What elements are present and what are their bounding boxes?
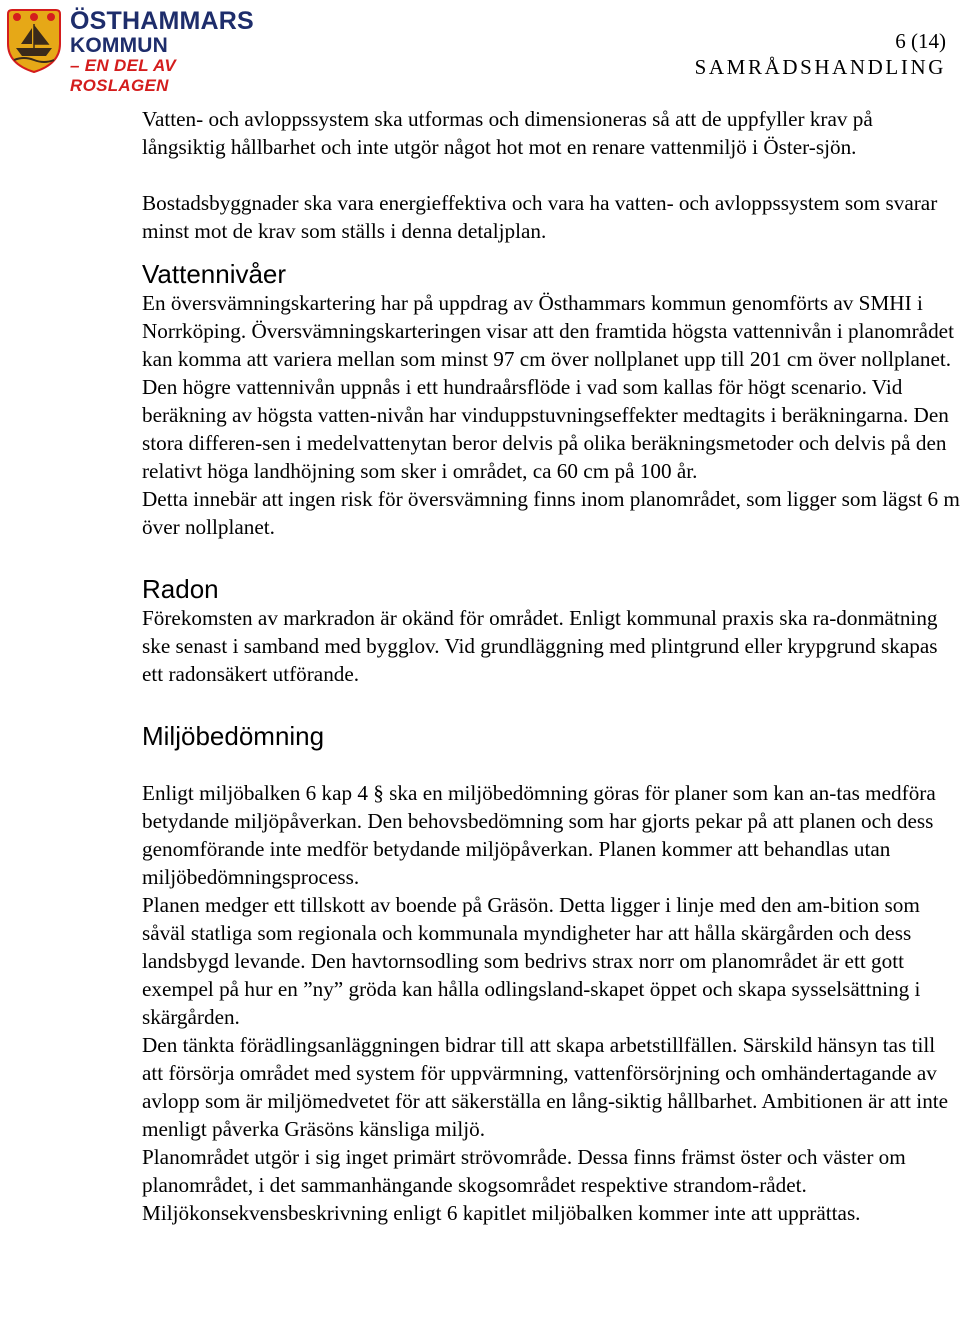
miljobedomning-paragraph-2: Planen medger ett tillskott av boende på Gräsön. Detta ligger i linje med den am-bition som såväl statliga som regionala och kommunala myndigheter har att hålla skärgården och dess landsbygd levande. Den havtornsodling som bedrivs strax norr om planområdet är ett gott exempel på hur en ”ny” gröda kan hålla odlingsland-skapet öppet och skapa sysselsättning i skärgården.: [142, 893, 921, 1029]
page-number: 6 (14): [895, 29, 946, 53]
miljobedomning-paragraph-4: Planområdet utgör i sig inget primärt strövområde. Dessa finns främst öster och väster om planområdet, i det sammanhängande skogsområdet respektive strandom-rådet. Miljökonsekvensbeskrivning enligt 6 kapitlet miljöbalken kommer inte att upprättas.: [142, 1145, 906, 1225]
miljobedomning-paragraph-1: Enligt miljöbalken 6 kap 4 § ska en miljöbedömning göras för planer som kan an-tas medföra betydande miljöpåverkan. Den behovsbedömning som har gjorts pekar på att planen och dess genomförande inte medför betydande miljöpåverkan. Planen kommer att behandlas utan miljöbedömningsprocess.: [142, 781, 936, 889]
vattennivaer-paragraph-1: En översvämningskartering har på uppdrag av Östhammars kommun genomförts av SMHI i Norrköping. Översvämningskarteringen visar att den framtida högsta vattennivån i planområdet kan komma att variera mellan som minst 97 cm över nollplanet upp till 201 cm över nollplanet. Den högre vattennivån uppnås i ett hundraårsflöde i vad som kallas för högt scenario. Vid beräkning av högsta vatten-nivån har vinduppstuvningseffekter medtagits i beräkningarna. Den stora differen-sen i medelvattenytan beror delvis på olika beräkningsmetoder och delvis på den relativt höga landhöjning som sker i området, ca 60 cm på 100 år.: [142, 291, 954, 483]
intro-paragraph-2: Bostadsbyggnader ska vara energieffektiva och vara ha vatten- och avloppssystem som svarar minst mot de krav som ställs i denna detaljplan.: [142, 191, 938, 243]
vattennivaer-paragraph-2: Detta innebär att ingen risk för översvämning finns inom planområdet, som ligger som lägst 6 m över nollplanet.: [142, 487, 960, 539]
heading-miljobedomning: Miljöbedömning: [142, 721, 325, 751]
intro-paragraph-1: Vatten- och avloppssystem ska utformas och dimensioneras så att de uppfyller krav på långsiktig hållbarhet och inte utgör något hot mot en renare vattenmiljö i Öster-sjön.: [142, 107, 873, 159]
heading-radon: Radon: [142, 574, 219, 604]
document-body: [142, 105, 960, 1227]
coat-of-arms-icon: [4, 6, 64, 74]
logo-tagline: – EN DEL AV ROSLAGEN: [70, 56, 176, 95]
logo-kommun: KOMMUN: [70, 34, 169, 57]
document-type: SAMRÅDSHANDLING: [694, 55, 946, 79]
radon-paragraph: Förekomsten av markradon är okänd för området. Enligt kommunal praxis ska ra-donmätning ske senast i samband med bygglov. Vid grundläggning med plintgrund eller krypgrund skapas ett radonsäkert utförande.: [142, 606, 938, 686]
heading-vattennivaer: Vattennivåer: [142, 259, 287, 289]
miljobedomning-paragraph-3: Den tänkta förädlingsanläggningen bidrar till att skapa arbetstillfällen. Särskild hänsyn tas till att försörja området med system för uppvärmning, vattenförsörjning och omhändertagande av avlopp som är miljömedvetet för att säkerställa en lång-siktig hållbarhet. Ambitionen är att inte menligt påverka Gräsöns känsliga miljö.: [142, 1033, 949, 1141]
municipality-logo: [4, 4, 254, 95]
logo-name: ÖSTHAMMARS: [70, 7, 254, 35]
